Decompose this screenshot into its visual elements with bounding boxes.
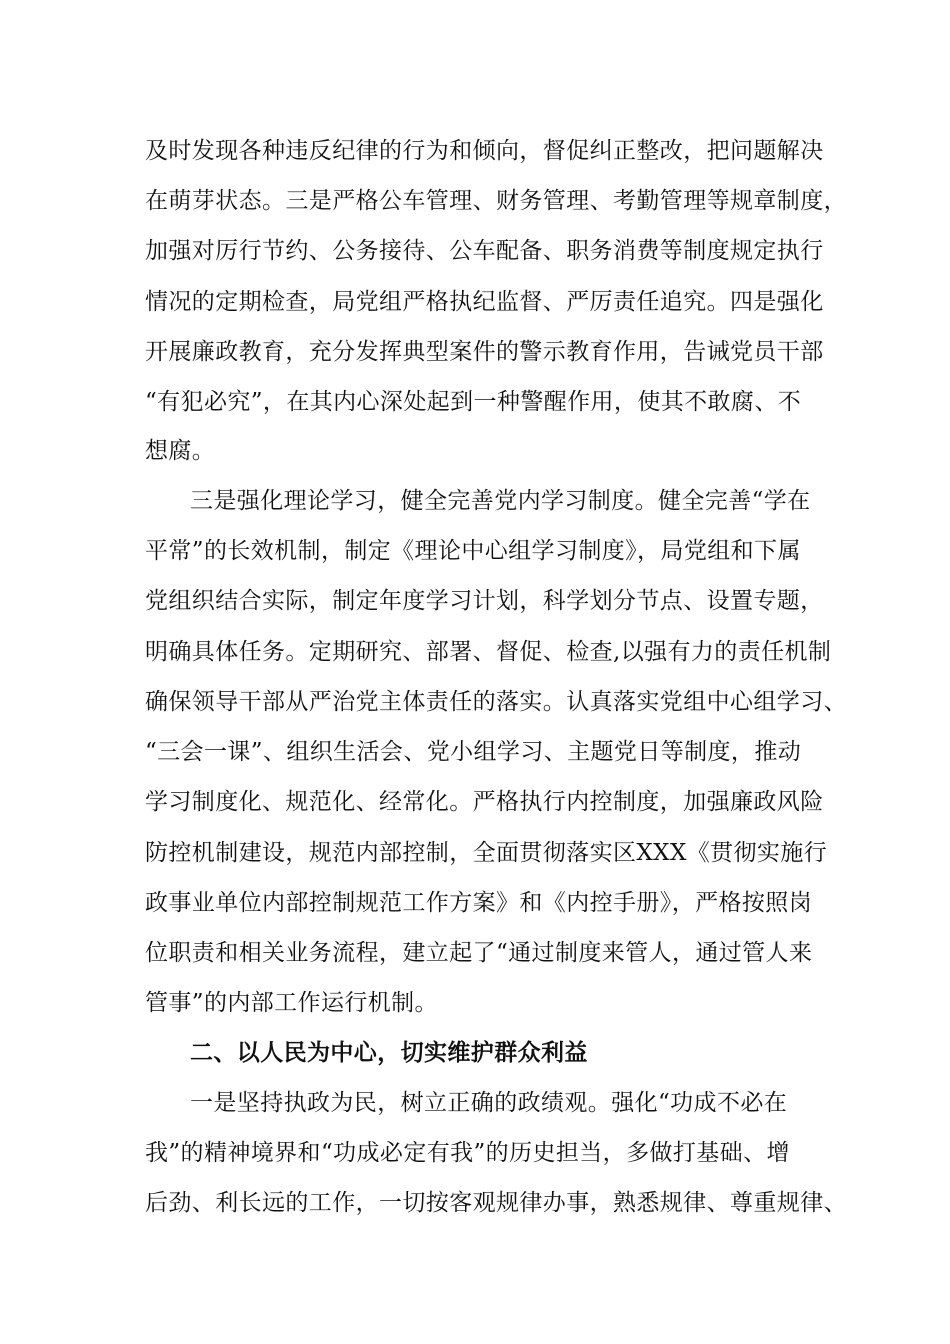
body-text-line: 及时发现各种违反纪律的行为和倾向，督促纠正整改，把问题解决 (145, 138, 824, 164)
body-text-line: 位职责和相关业务流程，建立起了“通过制度来管人，通过管人来 (145, 940, 813, 966)
body-text-line: 政事业单位内部控制规范工作方案》和《内控手册》，严格按照岗 (145, 890, 813, 916)
body-text-line: 加强对厉行节约、公务接待、公车配备、职务消费等制度规定执行 (145, 238, 824, 264)
body-text-line: 明确具体任务。定期研究、部署、督促、检查,以强有力的责任机制 (145, 639, 832, 665)
body-text-line: 我”的精神境界和“功成必定有我”的历史担当，多做打基础、增 (145, 1140, 790, 1166)
body-text-line: 开展廉政教育，充分发挥典型案件的警示教育作用，告诫党员干部 (145, 339, 824, 365)
body-text-line: 平常”的长效机制，制定《理论中心组学习制度》，局党组和下属 (145, 538, 801, 564)
body-text-line: 学习制度化、规范化、经常化。严格执行内控制度，加强廉政风险 (145, 789, 824, 815)
section-heading: 二、以人民为中心，切实维护群众利益 (190, 1039, 588, 1066)
body-text-line: 情况的定期检查，局党组严格执纪监督、严厉责任追究。四是强化 (145, 289, 824, 315)
body-text-line: “三会一课”、组织生活会、党小组学习、主题党日等制度，推动 (145, 739, 802, 765)
body-text-line: 在萌芽状态。三是严格公车管理、财务管理、考勤管理等规章制度， (145, 188, 847, 214)
paragraph-start-line: 一是坚持执政为民，树立正确的政绩观。强化“功成不必在 (190, 1090, 788, 1116)
body-text-line: 党组织结合实际，制定年度学习计划，科学划分节点、设置专题， (145, 588, 824, 614)
paragraph-start-line: 三是强化理论学习，健全完善党内学习制度。健全完善“学在 (190, 488, 811, 514)
body-text-line: “有犯必究”，在其内心深处起到一种警醒作用，使其不敢腐、不 (145, 389, 802, 415)
body-text-line: 防控机制建设，规范内部控制，全面贯彻落实区XXX《贯彻实施行 (145, 840, 828, 866)
body-text-line: 后劲、利长远的工作，一切按客观规律办事，熟悉规律、尊重规律、 (145, 1190, 847, 1216)
body-text-line: 管事”的内部工作运行机制。 (145, 990, 438, 1016)
body-text-line: 确保领导干部从严治党主体责任的落实。认真落实党组中心组学习、 (145, 689, 847, 715)
body-text-line: 想腐。 (145, 438, 216, 464)
